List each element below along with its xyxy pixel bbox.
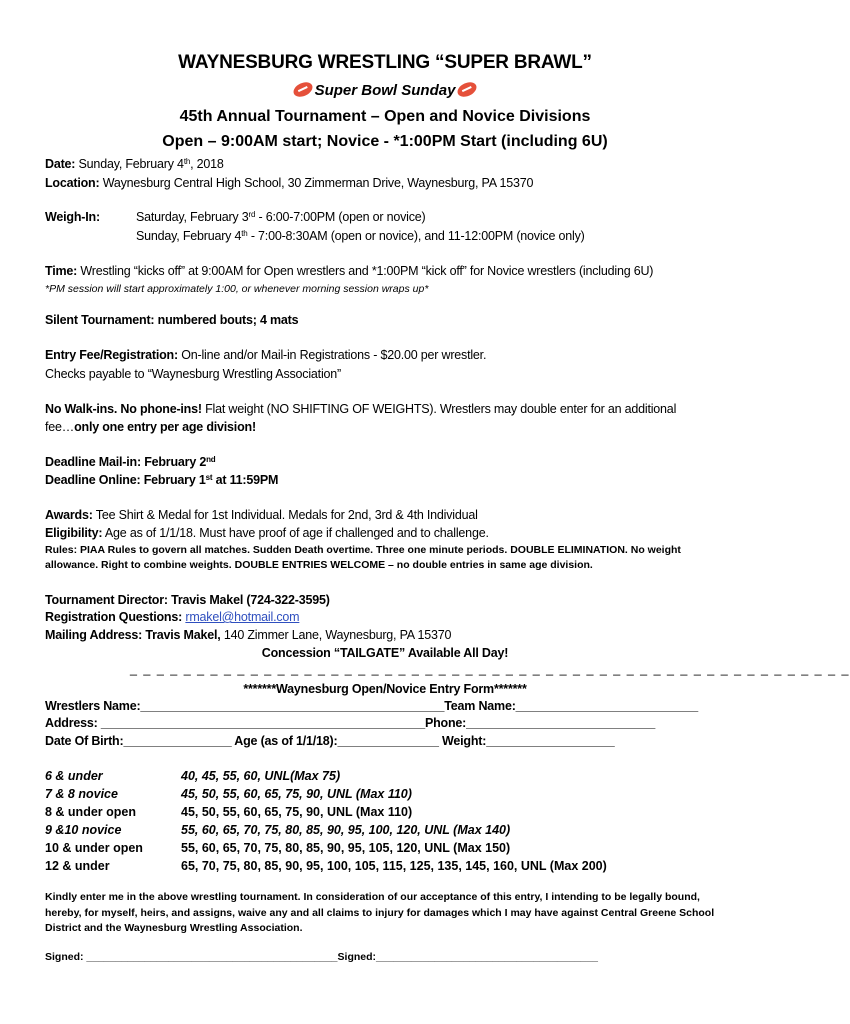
subtitle-text: Super Bowl Sunday [314, 82, 456, 99]
weighin-sat-b: - 6:00-7:00PM (open or novice) [255, 210, 426, 224]
dob-row[interactable]: Date Of Birth:________________ Age (as of 1/1/18):_______________ Weight:___________________ [45, 734, 615, 748]
weighin-sat-sup: rd [248, 210, 256, 219]
registration-email-link[interactable]: rmakel@hotmail.com [185, 610, 300, 624]
deadline-online-text: Deadline Online: February 1 [45, 473, 206, 487]
awards-value: Tee Shirt & Medal for 1st Individual. Medals for 2nd, 3rd & 4th Individual [95, 508, 478, 522]
walkins-line-2 [45, 420, 256, 434]
page-title: WAYNESBURG WRESTLING “SUPER BRAWL” [178, 52, 592, 73]
awards-label: Awards: [45, 508, 93, 522]
registration-questions [45, 610, 299, 624]
silent-tournament: Silent Tournament: numbered bouts; 4 mats [45, 313, 299, 327]
rules-line-1: Rules: PIAA Rules to govern all matches. Sudden Death overtime. Three one minute periods. DOUBLE ELIMINATION. No weight [45, 544, 681, 556]
entry-value: On-line and/or Mail-in Registrations - $20.00 per wrestler. [181, 348, 487, 362]
weighin-saturday [136, 210, 426, 224]
entry-form-title: *******Waynesburg Open/Novice Entry Form******* [243, 682, 527, 696]
rules-line-2: allowance. Right to combine weights. DOUBLE ENTRIES WELCOME – no double entries in same age division. [45, 559, 593, 571]
division-age: 8 & under open [45, 805, 136, 819]
walkins-text: Flat weight (NO SHIFTING OF WEIGHTS). Wrestlers may double enter for an additional [205, 402, 677, 416]
cut-line: _ _ _ _ _ _ _ _ _ _ _ _ _ _ _ _ _ _ _ _ _ _ _ _ _ _ _ _ _ _ _ _ _ _ _ _ _ _ _ _ _ _ _ _ _ _ _ _ _ _ _ _ _ _ [130, 662, 850, 676]
date-line [45, 157, 224, 171]
entry-label: Entry Fee/Registration: [45, 348, 178, 362]
checks-line: Checks payable to “Waynesburg Wrestling Association” [45, 367, 341, 381]
weighin-sun-a: Sunday, February 4 [136, 229, 242, 243]
weighin-sun-sup: th [241, 229, 248, 238]
division-weights: 55, 60, 65, 70, 75, 80, 85, 90, 95, 100, 120, UNL (Max 140) [181, 823, 511, 837]
deadline-mail-sup: nd [206, 455, 216, 464]
time-label: Time: [45, 264, 78, 278]
time-value: Wrestling “kicks off” at 9:00AM for Open wrestlers and *1:00PM “kick off” for Novice wrestlers (including 6U) [80, 264, 654, 278]
entry-fee-line [45, 348, 486, 362]
time-line [45, 264, 653, 278]
wrestler-name-row[interactable]: Wrestlers Name:_____________________________________________Team Name:___________________________ [45, 699, 698, 713]
division-age: 7 & 8 novice [45, 787, 118, 801]
pm-note: *PM session will start approximately 1:00, or whenever morning session wraps up* [45, 283, 429, 295]
football-icon [291, 79, 315, 99]
deadline-mail [45, 455, 215, 469]
awards-line [45, 508, 478, 522]
division-age: 12 & under [45, 859, 110, 873]
division-age: 10 & under open [45, 841, 143, 855]
division-weights: 45, 50, 55, 60, 65, 75, 90, UNL (Max 110) [181, 787, 412, 801]
date-year: , 2018 [190, 157, 224, 171]
division-weights: 55, 60, 65, 70, 75, 80, 85, 90, 95, 105, 120, UNL (Max 150) [181, 841, 511, 855]
start-times-heading: Open – 9:00AM start; Novice - *1:00PM Start (including 6U) [162, 133, 608, 150]
walkins-bold: No Walk-ins. No phone-ins! [45, 402, 202, 416]
registration-label: Registration Questions: [45, 610, 183, 624]
waiver-line-3: District and the Waynesburg Wrestling Association. [45, 922, 303, 934]
date-label: Date: [45, 157, 76, 171]
deadline-online [45, 473, 278, 487]
date-value: Sunday, February 4 [78, 157, 184, 171]
deadline-mail-text: Deadline Mail-in: February 2 [45, 455, 207, 469]
division-age: 6 & under [45, 769, 103, 783]
tournament-director: Tournament Director: Travis Makel (724-322-3595) [45, 593, 330, 607]
walkins-fee: fee… [45, 420, 75, 434]
weighin-sat-a: Saturday, February 3 [136, 210, 249, 224]
walkins-only-one: only one entry per age division! [74, 420, 256, 434]
tournament-heading: 45th Annual Tournament – Open and Novice Divisions [179, 108, 591, 125]
deadline-online-sup: st [205, 473, 213, 482]
deadline-online-time: at 11:59PM [212, 473, 279, 487]
eligibility-line [45, 526, 489, 540]
football-icon [456, 79, 480, 99]
eligibility-value: Age as of 1/1/18. Must have proof of age if challenged and to challenge. [104, 526, 489, 540]
mailing-value: 140 Zimmer Lane, Waynesburg, PA 15370 [223, 628, 452, 642]
concession-line: Concession “TAILGATE” Available All Day! [261, 646, 509, 660]
division-weights: 45, 50, 55, 60, 65, 75, 90, UNL (Max 110) [181, 805, 413, 819]
signature-row[interactable]: Signed: ___________________________________________Signed:______________________________________ [45, 951, 598, 963]
location-line [45, 176, 533, 190]
subtitle [0, 82, 770, 99]
eligibility-label: Eligibility: [45, 526, 103, 540]
weighin-label: Weigh-In: [45, 210, 100, 224]
location-value: Waynesburg Central High School, 30 Zimmerman Drive, Waynesburg, PA 15370 [102, 176, 534, 190]
weighin-sunday [136, 229, 585, 243]
division-age: 9 &10 novice [45, 823, 122, 837]
waiver-line-1: Kindly enter me in the above wrestling tournament. In consideration of our acceptance of this entry, I intending to be legally bound, [45, 891, 700, 903]
waiver-line-2: hereby, for myself, heirs, and assigns, waive any and all claims to injury for damages which I may have against Central Greene School [45, 907, 715, 919]
mailing-label: Mailing Address: Travis Makel, [45, 628, 221, 642]
division-weights: 40, 45, 55, 60, UNL(Max 75) [181, 769, 341, 783]
division-weights: 65, 70, 75, 80, 85, 90, 95, 100, 105, 115, 125, 135, 145, 160, UNL (Max 200) [181, 859, 607, 873]
date-sup: th [183, 157, 191, 166]
address-row[interactable]: Address: ________________________________________________Phone:____________________________ [45, 716, 656, 730]
location-label: Location: [45, 176, 100, 190]
mailing-address [45, 628, 451, 642]
weighin-sun-b: - 7:00-8:30AM (open or novice), and 11-12:00PM (novice only) [247, 229, 585, 243]
walkins-line [45, 402, 676, 416]
